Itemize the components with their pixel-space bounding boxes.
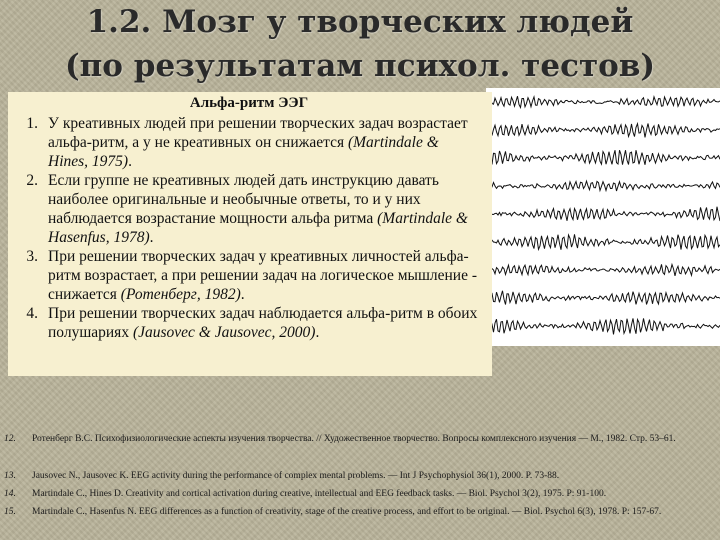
- reference-number: 15.: [4, 507, 16, 517]
- finding-citation: (Ротенберг, 1982): [120, 286, 241, 303]
- finding-citation: (Martindale & Hasenfus, 1978): [48, 210, 468, 246]
- eeg-trace-line: [486, 264, 720, 276]
- eeg-traces: [486, 88, 720, 346]
- box-heading: Альфа-ритм ЭЭГ: [189, 95, 309, 111]
- finding-4: [16, 304, 482, 342]
- finding-text: При решении творческих задач наблюдается альфа-ритм в обоих полушариях: [48, 305, 478, 341]
- reference-text: Martindale C., Hines D. Creativity and cortical activation during creative, intellectual and EEG feedback tasks. — Biol. Psychol 3(2), 1975. P: 91-100.: [32, 489, 607, 499]
- reference-text: Ротенберг В.С. Психофизиологические аспекты изучения творчества. // Художественное творчество. Вопросы комплексного изучения — М., 1982. Стр. 53–61.: [32, 434, 676, 444]
- eeg-trace-line: [486, 181, 720, 191]
- title-line-1: 1.2. Мозг у творческих людей: [86, 4, 634, 40]
- eeg-trace-line: [486, 207, 720, 221]
- finding-tail: .: [128, 153, 132, 170]
- reference-text: Jausovec N., Jausovec K. EEG activity during the performance of complex mental problems. — Int J Psychophysiol 36(1), 2000. P. 73-88.: [32, 471, 560, 481]
- eeg-trace-line: [486, 124, 720, 138]
- title-line-2: (по результатам психол. тестов): [64, 48, 656, 84]
- finding-citation: (Jausovec & Jausovec, 2000): [132, 324, 316, 341]
- finding-citation: (Martindale & Hines, 1975): [48, 134, 439, 170]
- finding-tail: .: [315, 324, 320, 341]
- eeg-trace-image: [486, 88, 720, 346]
- reference-number: 12.: [4, 434, 16, 444]
- reference-text: Martindale C., Hasenfus N. EEG differences as a function of creativity, stage of the creative process, and effort to be original. — Biol. Psychol 6(3), 1978. P: 157-67.: [32, 507, 662, 517]
- finding-number: 3.: [26, 248, 38, 265]
- eeg-trace-line: [486, 318, 720, 334]
- finding-tail: .: [149, 229, 154, 246]
- finding-number: 1.: [26, 115, 38, 132]
- alpha-rhythm-box: [8, 92, 492, 376]
- finding-3: [16, 247, 482, 304]
- finding-text: При решении творческих задач у креативных личностей альфа-ритм возрастает, а при решении задач на логическое мышление - снижается: [48, 248, 478, 303]
- eeg-trace-line: [486, 234, 720, 249]
- finding-number: 2.: [26, 172, 38, 189]
- reference-number: 13.: [4, 471, 16, 481]
- finding-tail: .: [240, 286, 245, 303]
- eeg-trace-line: [486, 291, 720, 305]
- finding-2: [16, 171, 482, 247]
- eeg-trace-line: [486, 150, 720, 165]
- finding-text: У креативных людей при решении творческих задач возрастает альфа-ритм, а у не креативных он снижается: [48, 115, 468, 151]
- finding-1: [16, 114, 482, 171]
- findings-list: [16, 114, 482, 342]
- finding-text: Если группе не креативных людей дать инструкцию давать наиболее оригинальные и необычные ответы, то и у них наблюдается возрастание мощности альфа ритма: [48, 172, 439, 227]
- eeg-trace-line: [486, 96, 720, 107]
- finding-number: 4.: [26, 305, 38, 322]
- reference-number: 14.: [4, 489, 16, 499]
- slide-title: [0, 0, 720, 88]
